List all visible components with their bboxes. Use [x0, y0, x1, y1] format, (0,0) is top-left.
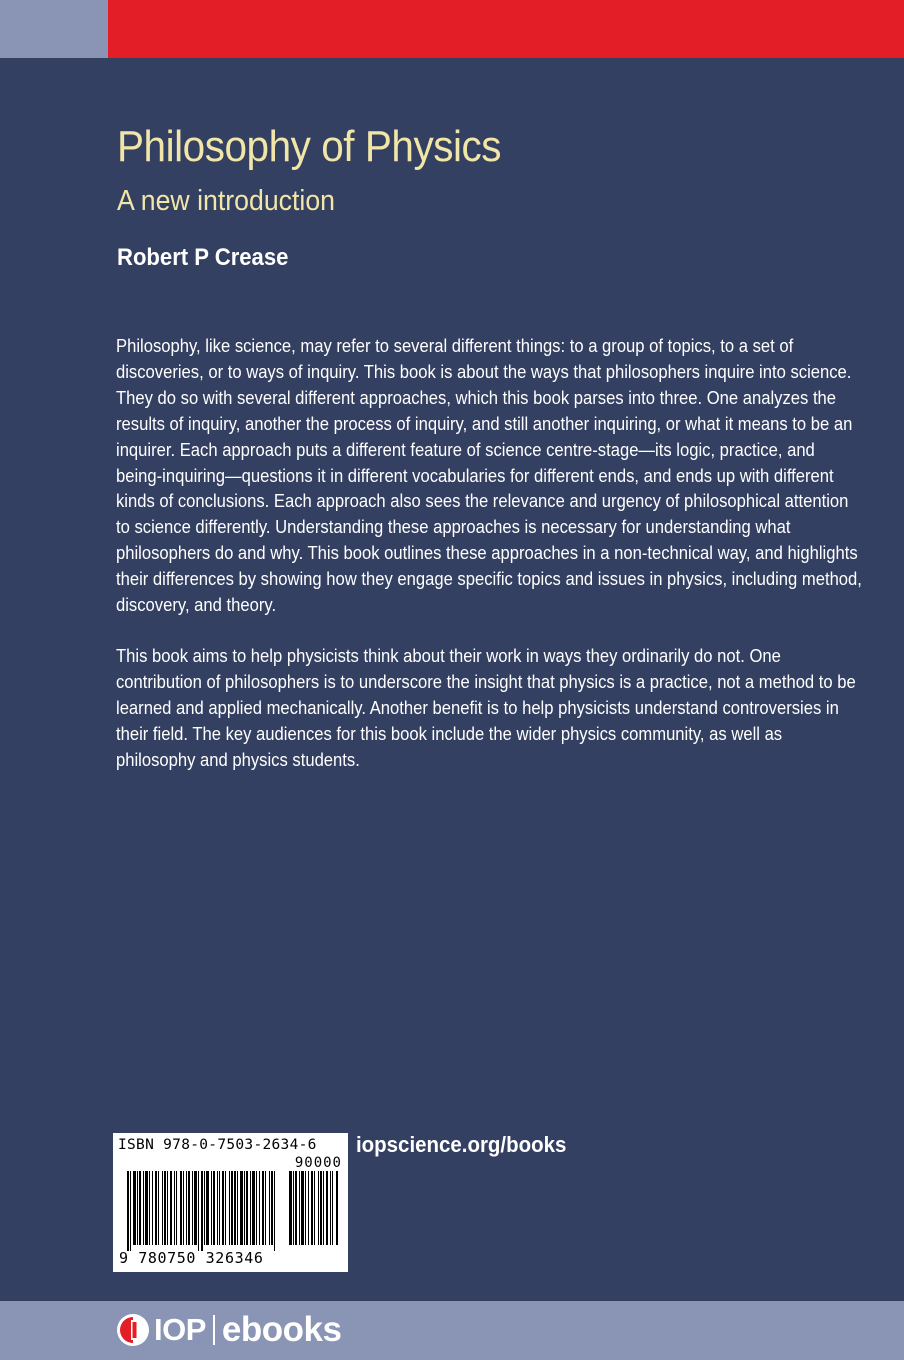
ebooks-wordmark: ebooks: [221, 1310, 342, 1349]
barcode-bar: [229, 1171, 230, 1245]
barcode-bar: [186, 1171, 187, 1245]
iop-logo-icon: [116, 1313, 150, 1347]
barcode-bar: [149, 1171, 150, 1245]
barcode-bar: [246, 1171, 248, 1245]
bottom-band: [0, 1301, 904, 1360]
iop-wordmark: IOP: [154, 1312, 206, 1347]
addon-bar: [299, 1171, 300, 1245]
barcode-bar: [130, 1171, 131, 1251]
ean-digits: 9 780750 326346: [119, 1249, 264, 1267]
barcode-bar: [143, 1171, 144, 1245]
book-subtitle: A new introduction: [117, 185, 336, 217]
barcode-bar: [170, 1171, 172, 1245]
barcode-bar: [219, 1171, 220, 1245]
addon-bar: [332, 1171, 333, 1245]
barcode-bar: [201, 1171, 203, 1251]
barcode-bar: [176, 1171, 177, 1245]
barcode-bar: [194, 1171, 197, 1245]
barcode-bar: [198, 1171, 199, 1251]
price-addon-digits: 90000: [294, 1155, 342, 1171]
addon-bar: [326, 1171, 328, 1245]
barcode-bar: [213, 1171, 215, 1245]
barcode-bar: [259, 1171, 260, 1245]
barcode-bar: [204, 1171, 205, 1245]
description-paragraph: This book aims to help physicists think about their work in ways they ordinarily do not. One contribution of philosophers is to underscore the insight that physics is a practice, not a method to be learned and applied mechanically. Another benefit is to help physicists understand controversies in their field. The key audiences for this book include the wider physics community, as well as philosophy and physics students.: [116, 646, 856, 770]
addon-bar: [311, 1171, 313, 1245]
barcode-bar: [252, 1171, 255, 1245]
barcode-bar: [127, 1171, 129, 1251]
barcode-bar: [137, 1171, 138, 1245]
barcode-bar: [188, 1171, 190, 1245]
barcode-bar: [262, 1171, 264, 1245]
barcode-bar: [211, 1171, 212, 1245]
barcode-bar: [145, 1171, 148, 1245]
barcode-bar: [250, 1171, 251, 1245]
book-author: Robert P Crease: [117, 244, 289, 271]
addon-bar: [336, 1171, 338, 1245]
barcode-bar: [222, 1171, 224, 1245]
logo-divider: [213, 1315, 215, 1345]
book-title: Philosophy of Physics: [117, 122, 502, 171]
barcode-bar: [164, 1171, 166, 1245]
addon-bar: [330, 1171, 331, 1245]
barcode-bar: [217, 1171, 218, 1245]
top-red-block: [108, 0, 904, 58]
barcode-bar: [274, 1171, 275, 1251]
barcode-bar: [256, 1171, 257, 1245]
barcode-bar: [155, 1171, 157, 1245]
barcode-bar: [192, 1171, 193, 1245]
addon-bar: [293, 1171, 294, 1245]
publisher-logo: [116, 1309, 341, 1351]
barcode-bar: [167, 1171, 168, 1245]
addon-bar: [289, 1171, 292, 1245]
barcode-bar: [180, 1171, 182, 1245]
top-grey-block: [0, 0, 108, 58]
addon-bar: [320, 1171, 322, 1245]
barcode-bar: [152, 1171, 153, 1245]
barcode-bar: [244, 1171, 245, 1245]
barcode-bar: [269, 1171, 270, 1245]
website-link[interactable]: iopscience.org/books: [356, 1132, 567, 1157]
addon-bar: [308, 1171, 309, 1245]
barcode-bar: [183, 1171, 184, 1245]
barcode-bar: [133, 1171, 136, 1245]
addon-bar: [314, 1171, 315, 1245]
barcode-bar: [234, 1171, 236, 1245]
barcode-bar: [240, 1171, 243, 1245]
barcode-bar: [265, 1171, 266, 1245]
barcode-bar: [237, 1171, 238, 1245]
addon-bar: [295, 1171, 297, 1245]
barcode-bars: [127, 1171, 341, 1251]
barcode-bar: [139, 1171, 141, 1245]
addon-bar: [323, 1171, 324, 1245]
isbn-barcode: [113, 1133, 348, 1272]
barcode-bar: [174, 1171, 175, 1245]
barcode-bar: [158, 1171, 159, 1245]
top-color-band: [0, 0, 904, 58]
addon-bar: [301, 1171, 304, 1245]
isbn-label: ISBN 978-0-7503-2634-6: [118, 1137, 317, 1153]
description-paragraph: Philosophy, like science, may refer to several different things: to a group of topics, to a set of discoveries, or to ways of inquiry. This book is about the ways that philosophers inquire into science. They do so with several different approaches, which this book parses into three. One analyzes the results of inquiry, another the process of inquiry, and still another inquiring, or what it means to be an inquirer. Each approach puts a different feature of science centre-stage—its logic, practice, and being-inquiring—questions it in different vocabularies for different ends, and ends up with different kinds of conclusions. Each approach also sees the relevance and urgency of philosophical attention to science differently. Understanding these approaches is necessary for understanding what philosophers do and why. This book outlines these approaches in a non-technical way, and highlights their differences by showing how they engage specific topics and issues in physics, including method, discovery, and theory.: [116, 336, 862, 616]
addon-bar: [305, 1171, 306, 1245]
addon-bar: [318, 1171, 319, 1245]
barcode-bar: [271, 1171, 273, 1245]
barcode-bar: [225, 1171, 226, 1245]
barcode-bar: [206, 1171, 209, 1245]
barcode-bar: [231, 1171, 233, 1245]
barcode-bar: [162, 1171, 163, 1245]
